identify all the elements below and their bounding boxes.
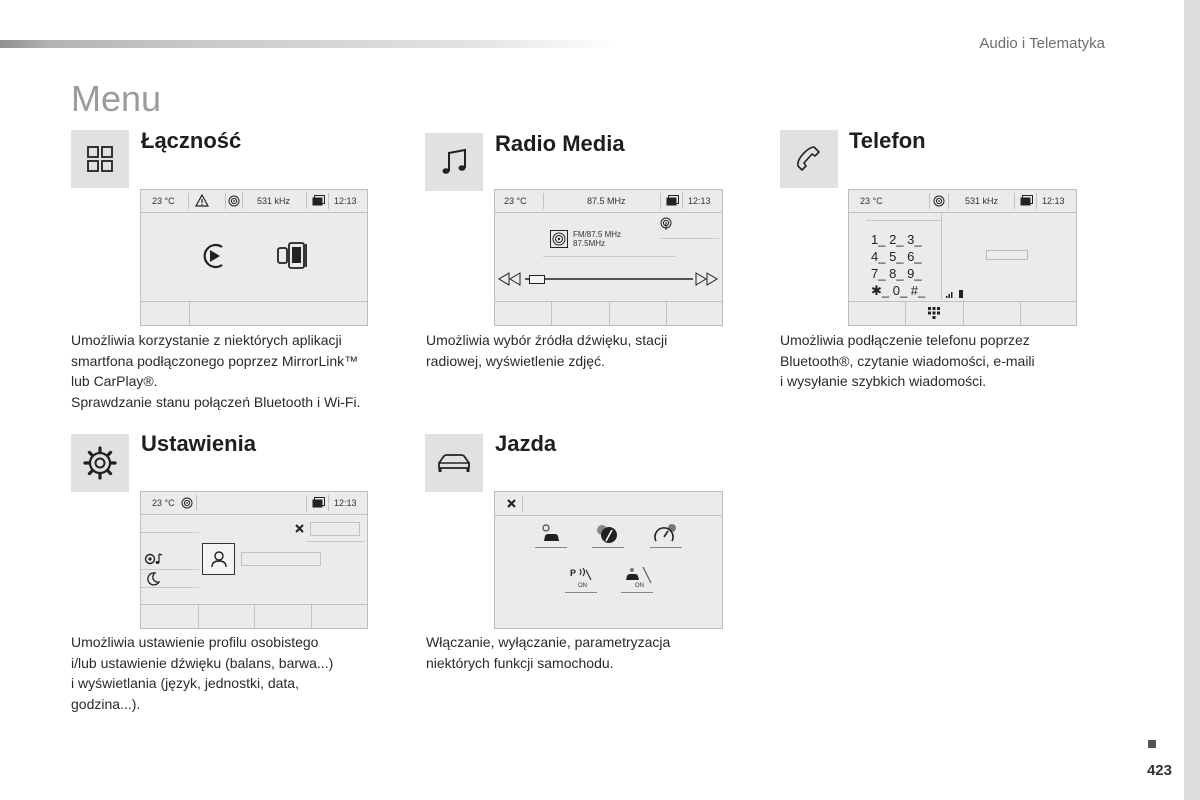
number-field[interactable] [986, 250, 1028, 260]
on-label: ON [635, 583, 644, 589]
desc-line: Umożliwia ustawienie profilu osobistego [71, 634, 319, 650]
progress-track [525, 278, 693, 280]
settings-description [71, 632, 411, 714]
driving-title: Jazda [495, 431, 557, 456]
clock: 12:13 [688, 196, 711, 206]
driving-icon-box [425, 434, 483, 492]
radio-title: Radio Media [495, 131, 625, 156]
driving-top-bar [495, 492, 722, 516]
radio-signal-icon [181, 497, 193, 509]
screen-bottom-bar [141, 604, 367, 628]
setting-field[interactable] [310, 522, 360, 536]
station-radio-icon [550, 230, 568, 248]
frequency: 87.5 MHz [587, 196, 626, 206]
page-title: Menu [71, 78, 162, 119]
temperature: 23 °C [152, 196, 175, 206]
seek-back-icon[interactable] [497, 272, 523, 286]
progress-slider[interactable] [529, 275, 545, 284]
desc-line: niektórych funkcji samochodu. [426, 654, 614, 671]
messages-icon [312, 497, 325, 508]
desc-line: Umożliwia wybór źródła dźwięku, stacji [426, 332, 668, 348]
frequency: 531 kHz [965, 196, 999, 206]
phone-screen [848, 189, 1077, 326]
keypad-row[interactable]: ✱_ 0_ #_ [871, 283, 926, 298]
desc-line: Włączanie, wyłączanie, parametryzacja [426, 634, 671, 650]
page-edge-bar [1184, 0, 1200, 800]
settings-icon-box [71, 434, 129, 492]
settings-screen [140, 491, 368, 629]
on-label: ON [578, 583, 587, 589]
frequency: 531 kHz [257, 196, 291, 206]
temperature: 23 °C [152, 498, 175, 508]
messages-icon [1020, 195, 1033, 206]
profile-button[interactable] [202, 543, 235, 575]
keypad-row[interactable]: 7_ 8_ 9_ [871, 266, 922, 281]
mirrorlink-icon[interactable] [200, 241, 228, 271]
night-mode-icon[interactable] [146, 572, 160, 586]
header-bar [0, 40, 620, 48]
connectivity-screen [140, 189, 368, 326]
grid-icon [85, 144, 115, 174]
temperature: 23 °C [504, 196, 527, 206]
car-icon [435, 449, 473, 477]
radio-description [426, 330, 766, 371]
clock: 12:13 [334, 196, 357, 206]
page-marker [1148, 740, 1156, 748]
phone-description [780, 330, 1120, 392]
eco-mode-icon[interactable] [596, 523, 620, 545]
screen-bottom-bar [849, 301, 1076, 325]
temperature: 23 °C [860, 196, 883, 206]
desc-line: Bluetooth®, czytanie wiadomości, e-maili [780, 352, 1035, 369]
keypad-row[interactable]: 4_ 5_ 6_ [871, 249, 922, 264]
user-profile-icon [210, 550, 228, 568]
desc-line: godzina...). [71, 695, 141, 712]
radio-signal-icon [933, 195, 945, 207]
park-assist-icon[interactable] [569, 566, 593, 582]
close-icon[interactable] [506, 498, 517, 509]
screen-bottom-bar [495, 301, 722, 325]
profile-name-field[interactable] [241, 552, 321, 566]
desc-line: smartfona podłączonego poprzez MirrorLink™ [71, 352, 359, 369]
desc-line: i/lub ustawienie dźwięku (balans, barwa...) [71, 654, 334, 671]
close-icon[interactable] [294, 523, 305, 534]
desc-line: Sprawdzanie stanu połączeń Bluetooth i Wi-Fi. [71, 393, 361, 410]
clock: 12:13 [334, 498, 357, 508]
chapter-title: Audio i Telematyka [979, 35, 1105, 52]
status-bar [849, 190, 1076, 213]
desc-line: Umożliwia korzystanie z niektórych aplikacji [71, 332, 342, 348]
dialpad-icon[interactable] [927, 306, 941, 320]
keypad-row[interactable]: 1_ 2_ 3_ [871, 232, 922, 247]
desc-line: i wysyłanie szybkich wiadomości. [780, 373, 987, 389]
desc-line: i wyświetlania (język, jednostki, data, [71, 675, 299, 691]
svg-text:P: P [570, 568, 577, 578]
settings-title: Ustawienia [141, 431, 256, 456]
station-line: 87.5MHz [573, 239, 606, 248]
connectivity-icon-box [71, 130, 129, 188]
music-note-icon [438, 146, 470, 178]
radio-icon-box [425, 133, 483, 191]
status-bar [495, 190, 722, 213]
status-bar [141, 492, 367, 515]
driving-description [426, 632, 766, 673]
screen-bottom-bar [141, 301, 367, 325]
carplay-icon[interactable] [276, 241, 312, 271]
desc-line: Umożliwia podłączenie telefonu poprzez [780, 332, 1030, 348]
signal-battery-icon [946, 289, 966, 299]
lane-assist-icon[interactable] [623, 566, 653, 584]
clock: 12:13 [1042, 196, 1065, 206]
car-settings-icon[interactable] [540, 523, 562, 545]
speed-limit-icon[interactable] [653, 523, 677, 545]
gear-icon [83, 446, 117, 480]
messages-icon [666, 195, 679, 206]
station-name [573, 230, 621, 248]
phone-handset-icon [794, 144, 824, 174]
sound-settings-icon[interactable] [144, 552, 164, 566]
desc-line: radiowej, wyświetlenie zdjęć. [426, 352, 605, 369]
station-line: FM/87.5 MHz [573, 230, 622, 239]
connectivity-title: Łączność [141, 128, 242, 153]
phone-icon-box [780, 130, 838, 188]
status-bar [141, 190, 367, 213]
page-number: 423 [1146, 762, 1172, 779]
messages-icon [312, 195, 325, 206]
driving-screen [494, 491, 723, 629]
desc-line: lub CarPlay®. [71, 373, 158, 389]
connectivity-description [71, 330, 411, 412]
phone-title: Telefon [849, 128, 926, 153]
radio-screen [494, 189, 723, 326]
radio-signal-icon [228, 195, 240, 207]
phone-keypad[interactable] [871, 231, 925, 299]
seek-forward-icon[interactable] [693, 272, 719, 286]
radio-signal-icon [659, 217, 673, 231]
warning-icon [195, 194, 209, 207]
